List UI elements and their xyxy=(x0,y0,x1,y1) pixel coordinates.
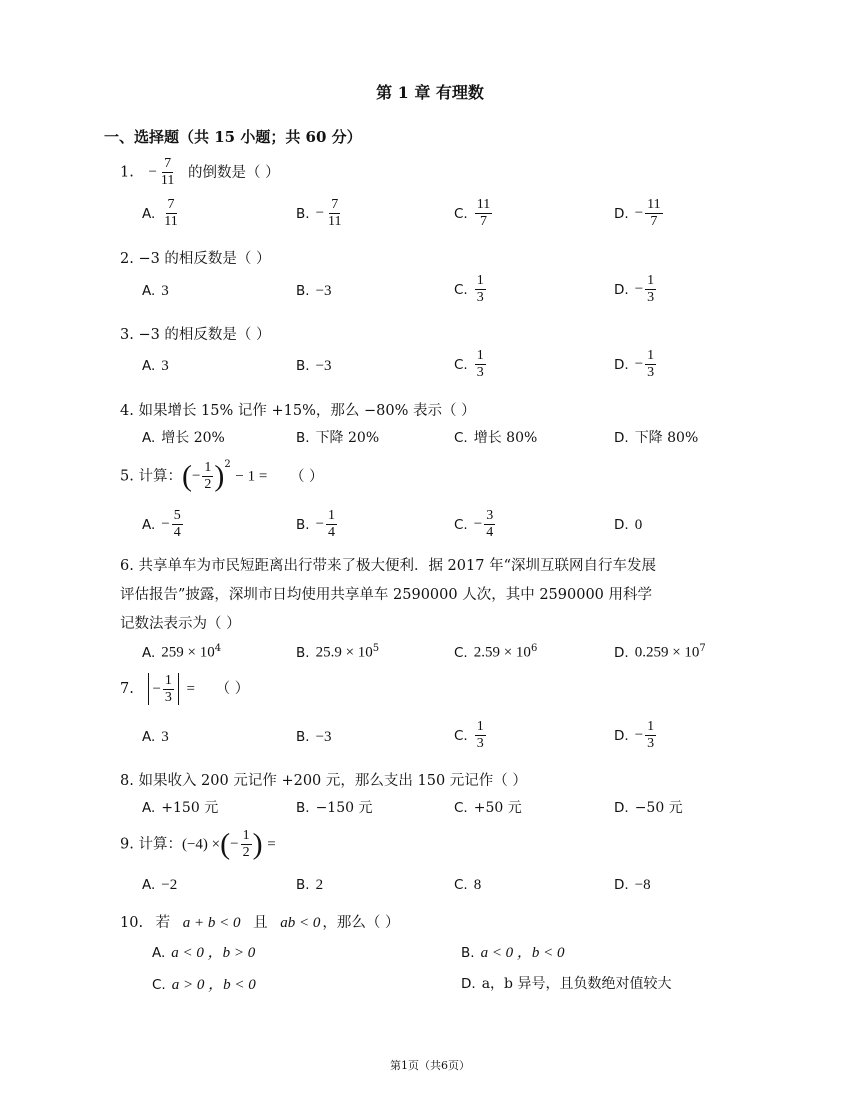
option-c: C. 增长 80% xyxy=(454,430,538,446)
option-d: D. − $\frac{11}{7}$ xyxy=(614,197,661,229)
option-b: B. 下降 20% xyxy=(296,430,380,446)
option-a: A. 3 xyxy=(142,729,169,745)
question-5: 5. 计算：(− $\frac{1}{2}$ )$^2$ − 1 = （ ） xyxy=(120,458,324,493)
option-d: D. 下降 80% xyxy=(614,430,699,446)
page-title: 第 1 章 有理数 xyxy=(376,83,484,102)
option-c: C. +50 元 xyxy=(454,800,522,816)
option-a: A. 3 xyxy=(142,283,169,299)
option-a: A. +150 元 xyxy=(142,800,219,816)
option-c: C. 8 xyxy=(454,877,482,893)
option-b: B. − $\frac{1}{4}$ xyxy=(296,508,336,540)
question-1 xyxy=(120,157,280,188)
section-heading: 一、选择题（共 15 小题；共 60 分） xyxy=(104,128,362,146)
option-d: D. −8 xyxy=(614,877,651,893)
question-text: −3 的相反数是（ ） xyxy=(138,327,271,343)
option-d: D. −50 元 xyxy=(614,800,683,816)
question-4: 4. 如果增长 15% 记作 +15%，那么 −80% 表示（ ） xyxy=(120,403,476,419)
option-d: D. $0.259 \times 10^7$ xyxy=(614,643,706,661)
question-8: 8. 如果收入 200 元记作 +200 元，那么支出 150 元记作（ ） xyxy=(120,773,527,789)
option-a: A. − $\frac{5}{4}$ xyxy=(142,508,181,540)
question-9: 9. 计算：(−4) ×(− $\frac{1}{2}$ ) = xyxy=(120,827,276,861)
question-7: 7. − $\frac{1}{3}$ = （ ） xyxy=(120,672,250,705)
option-d: D. − $\frac{1}{3}$ xyxy=(614,719,655,751)
question-text: 如果增长 15% 记作 +15%，那么 −80% 表示（ ） xyxy=(138,403,476,419)
question-number: 1. xyxy=(120,164,134,181)
option-d: D. 0 xyxy=(614,517,643,533)
option-a: A. 3 xyxy=(142,358,169,374)
option-c: C. $\frac{11}{7}$ xyxy=(454,197,491,229)
option-d: D. − $\frac{1}{3}$ xyxy=(614,273,655,305)
option-c: C. $\frac{1}{3}$ xyxy=(454,719,484,751)
option-a: A. a < 0 ，b > 0 xyxy=(152,945,256,961)
option-a: A. −2 xyxy=(142,877,178,893)
question-10: 10. 若 a + b < 0 且 ab < 0 ，那么（ ） xyxy=(120,915,400,931)
option-b: B. − $\frac{7}{11}$ xyxy=(296,197,342,229)
question-text: 如果收入 200 元记作 +200 元，那么支出 150 元记作（ ） xyxy=(138,773,527,789)
question-text: 的倒数是（ ） xyxy=(188,164,280,181)
question-2: 2. −3 的相反数是（ ） xyxy=(120,251,271,267)
option-d: D. a，b 异号，且负数绝对值较大 xyxy=(461,976,672,992)
question-text: −3 的相反数是（ ） xyxy=(138,251,271,267)
option-c: C. $2.59 \times 10^6$ xyxy=(454,643,538,661)
option-b: B. −150 元 xyxy=(296,800,373,816)
option-b: B. −3 xyxy=(296,729,332,745)
option-d: D. − $\frac{1}{3}$ xyxy=(614,348,655,380)
option-c: C. $\frac{1}{3}$ xyxy=(454,348,484,380)
option-b: B. $25.9 \times 10^5$ xyxy=(296,643,380,661)
option-b: B. a < 0 ，b < 0 xyxy=(461,945,565,961)
option-a: A. $259 \times 10^4$ xyxy=(142,643,222,661)
question-3: 3. −3 的相反数是（ ） xyxy=(120,327,271,343)
option-c: C. a > 0 ，b < 0 xyxy=(152,977,256,993)
option-c: C. $\frac{1}{3}$ xyxy=(454,273,484,305)
option-b: B. −3 xyxy=(296,283,332,299)
question-6: 6. 共享单车为市民短距离出行带来了极大便利．据 2017 年“深圳互联网自行车发展 评估报告”披露，深圳市日均使用共享单车 2590000 人次，其中 2590000 用科学 记数法表示为（ ） xyxy=(120,558,656,632)
option-c: C. − $\frac{3}{4}$ xyxy=(454,508,494,540)
page-footer: 第1页（共6页） xyxy=(390,1059,470,1072)
option-b: B. 2 xyxy=(296,877,324,893)
minus-sign: − xyxy=(148,164,157,180)
option-a: A. $\frac{7}{11}$ xyxy=(142,197,178,229)
option-a: A. 增长 20% xyxy=(142,430,225,446)
option-b: B. −3 xyxy=(296,358,332,374)
fraction: $\frac{7}{11}$ xyxy=(160,156,175,188)
